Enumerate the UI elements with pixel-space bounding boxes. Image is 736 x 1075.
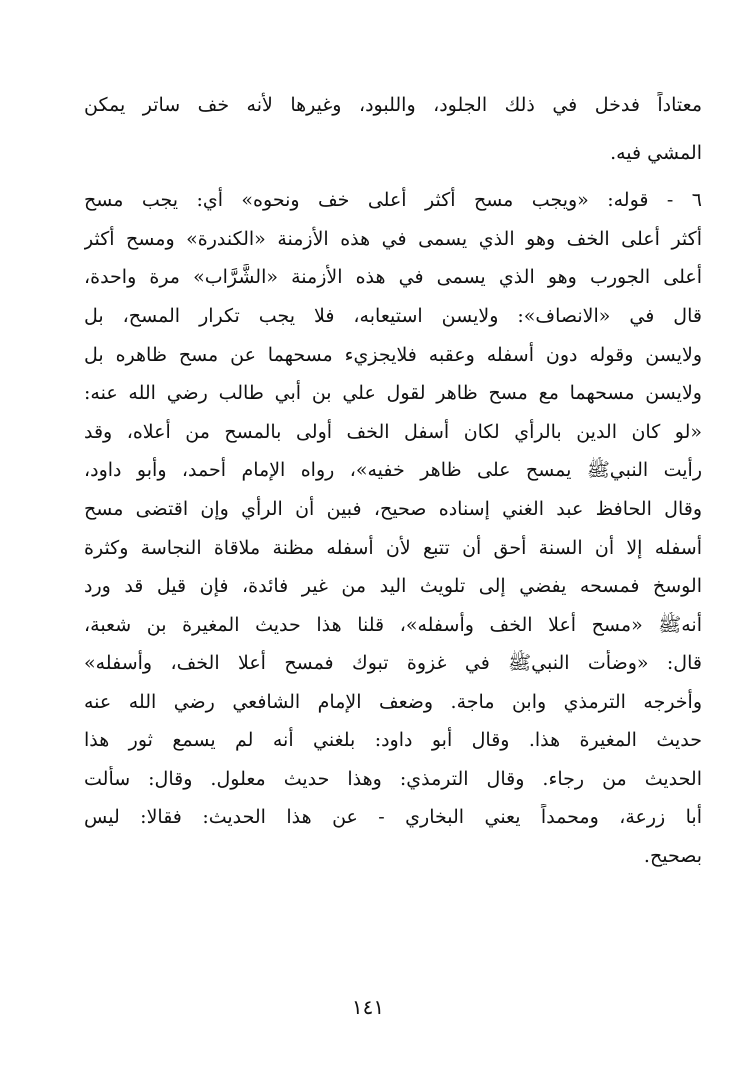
text-line: رأيت النبيﷺ يمسح على ظاهر خفيه»، رواه الإمام أحمد، وأبو داود، bbox=[84, 459, 702, 481]
text-line: معتاداً فدخل في ذلك الجلود، واللبود، وغيرها لأنه خف ساتر يمكن bbox=[84, 94, 702, 116]
text-line: ولايسن وقوله دون أسفله وعقبه فلايجزيء مسحهما عن مسح ظاهره بل bbox=[84, 344, 702, 366]
text-line: ولايسن مسحهما مع مسح ظاهر لقول علي بن أبي طالب رضي الله عنه: bbox=[84, 382, 702, 404]
text-line: حديث المغيرة هذا. وقال أبو داود: بلغني أنه لم يسمع ثور هذا bbox=[84, 729, 702, 751]
text-line: أسفله إلا أن السنة أحق أن تتبع لأن أسفله مظنة ملاقاة النجاسة وكثرة bbox=[84, 537, 702, 559]
text-line: الوسخ فمسحه يفضي إلى تلويث اليد من غير فائدة، فإن قيل قد ورد bbox=[84, 575, 702, 597]
text-line: وقال الحافظ عبد الغني إسناده صحيح، فبين أن الرأي وإن اقتضى مسح bbox=[84, 498, 702, 520]
text-line: قال: «وضأت النبيﷺ في غزوة تبوك فمسح أعلا الخف، وأسفله» bbox=[84, 652, 702, 674]
text-line: وأخرجه الترمذي وابن ماجة. وضعف الإمام الشافعي رضي الله عنه bbox=[84, 691, 702, 713]
page-number: ١٤١ bbox=[351, 995, 385, 1019]
text-line: ٦ - قوله: «ويجب مسح أكثر أعلى خف ونحوه» أي: يجب مسح bbox=[84, 189, 702, 211]
text-line: قال في «الانصاف»: ولايسن استيعابه، فلا يجب تكرار المسح، بل bbox=[84, 305, 702, 327]
text-line: أعلى الجورب وهو الذي يسمى في هذه الأزمنة «الشَّرَّاب» مرة واحدة، bbox=[84, 266, 702, 288]
text-line: المشي فيه. bbox=[610, 142, 702, 164]
text-line: الحديث من رجاء. وقال الترمذي: وهذا حديث معلول. وقال: سألت bbox=[84, 768, 702, 790]
text-line: بصحيح. bbox=[643, 845, 702, 867]
text-line: أكثر أعلى الخف وهو الذي يسمى في هذه الأزمنة «الكندرة» ومسح أكثر bbox=[84, 228, 702, 250]
text-line: «لو كان الدين بالرأي لكان أسفل الخف أولى بالمسح من أعلاه، وقد bbox=[84, 421, 702, 443]
text-line: أبا زرعة، ومحمداً يعني البخاري - عن هذا الحديث: فقالا: ليس bbox=[84, 806, 702, 828]
text-line: أنهﷺ «مسح أعلا الخف وأسفله»، قلنا هذا حديث المغيرة بن شعبة، bbox=[84, 614, 702, 636]
